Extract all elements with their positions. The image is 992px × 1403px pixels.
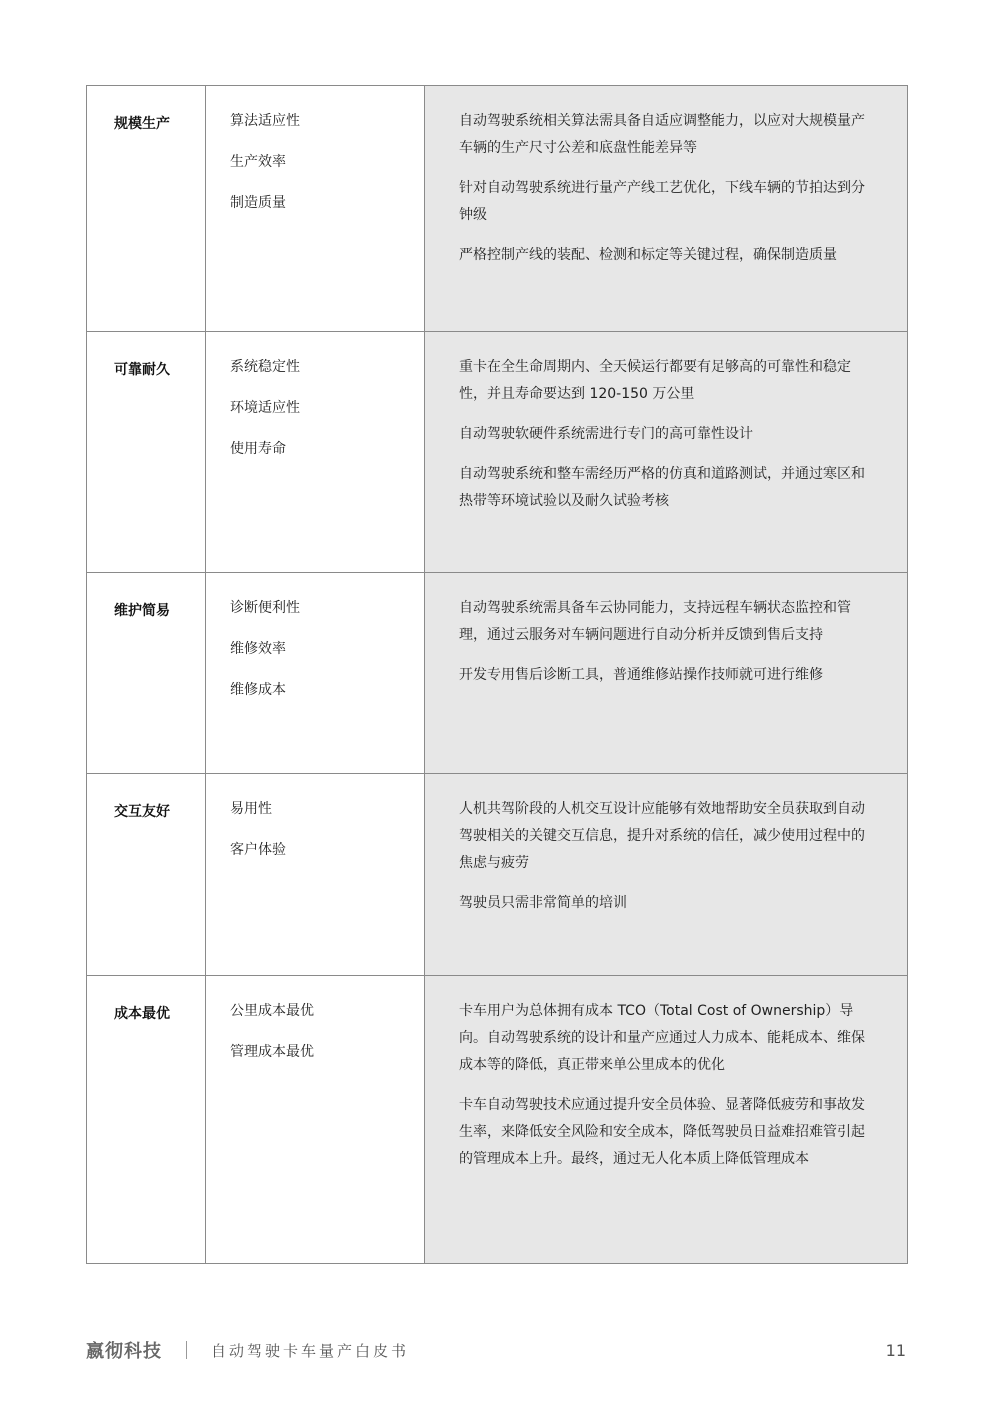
description-item: 自动驾驶系统和整车需经历严格的仿真和道路测试，并通过寒区和热带等环境试验以及耐久试验考核 — [459, 466, 865, 509]
table-row — [87, 332, 908, 573]
table-row — [87, 86, 908, 332]
category-label: 成本最优 — [87, 976, 206, 1264]
description-item: 卡车用户为总体拥有成本 TCO（Total Cost of Ownership）导向。自动驾驶系统的设计和量产应通过人力成本、能耗成本、维保成本等的降低，真正带来单公里成本的优化 — [459, 1003, 865, 1073]
page-footer — [86, 1338, 906, 1362]
description-list — [425, 573, 908, 774]
description-item: 自动驾驶系统相关算法需具备自适应调整能力，以应对大规模量产车辆的生产尺寸公差和底盘性能差异等 — [459, 113, 865, 156]
requirements-table — [86, 85, 908, 1264]
category-label: 可靠耐久 — [87, 332, 206, 573]
attribute-list — [206, 86, 425, 332]
document-title: 自动驾驶卡车量产白皮书 — [211, 1341, 410, 1360]
attribute-item: 维修成本 — [230, 682, 286, 698]
description-item: 卡车自动驾驶技术应通过提升安全员体验、显著降低疲劳和事故发生率，来降低安全风险和安全成本，降低驾驶员日益难招难管引起的管理成本上升。最终，通过无人化本质上降低管理成本 — [459, 1097, 865, 1167]
footer-divider — [186, 1341, 187, 1359]
attribute-item: 公里成本最优 — [230, 1003, 314, 1019]
description-item: 严格控制产线的装配、检测和标定等关键过程，确保制造质量 — [459, 247, 837, 263]
category-label: 规模生产 — [87, 86, 206, 332]
brand-logo-text: 嬴彻科技 — [86, 1341, 162, 1362]
attribute-item: 生产效率 — [230, 154, 286, 170]
description-item: 人机共驾阶段的人机交互设计应能够有效地帮助安全员获取到自动驾驶相关的关键交互信息，提升对系统的信任，减少使用过程中的焦虑与疲劳 — [459, 801, 865, 871]
attribute-item: 制造质量 — [230, 195, 286, 211]
attribute-item: 系统稳定性 — [230, 359, 300, 375]
category-label: 交互友好 — [87, 774, 206, 976]
attribute-item: 使用寿命 — [230, 441, 286, 457]
attribute-item: 管理成本最优 — [230, 1044, 314, 1060]
attribute-list — [206, 573, 425, 774]
attribute-item: 易用性 — [230, 801, 272, 817]
description-list — [425, 332, 908, 573]
page-number: 11 — [885, 1340, 906, 1360]
table-row — [87, 976, 908, 1264]
description-item: 自动驾驶系统需具备车云协同能力，支持远程车辆状态监控和管理，通过云服务对车辆问题进行自动分析并反馈到售后支持 — [459, 600, 851, 643]
table-row — [87, 774, 908, 976]
attribute-list — [206, 976, 425, 1264]
attribute-item: 诊断便利性 — [230, 600, 300, 616]
attribute-list — [206, 332, 425, 573]
table-row — [87, 573, 908, 774]
description-item: 开发专用售后诊断工具，普通维修站操作技师就可进行维修 — [459, 667, 823, 683]
description-item: 自动驾驶软硬件系统需进行专门的高可靠性设计 — [459, 426, 753, 442]
description-list — [425, 86, 908, 332]
attribute-item: 环境适应性 — [230, 400, 300, 416]
attribute-item: 客户体验 — [230, 842, 286, 858]
description-item: 重卡在全生命周期内、全天候运行都要有足够高的可靠性和稳定性，并且寿命要达到 120-150 万公里 — [459, 359, 851, 402]
description-list — [425, 774, 908, 976]
attribute-item: 维修效率 — [230, 641, 286, 657]
description-item: 驾驶员只需非常简单的培训 — [459, 895, 627, 911]
attribute-item: 算法适应性 — [230, 113, 300, 129]
description-item: 针对自动驾驶系统进行量产产线工艺优化，下线车辆的节拍达到分钟级 — [459, 180, 865, 223]
attribute-list — [206, 774, 425, 976]
category-label: 维护简易 — [87, 573, 206, 774]
description-list — [425, 976, 908, 1264]
